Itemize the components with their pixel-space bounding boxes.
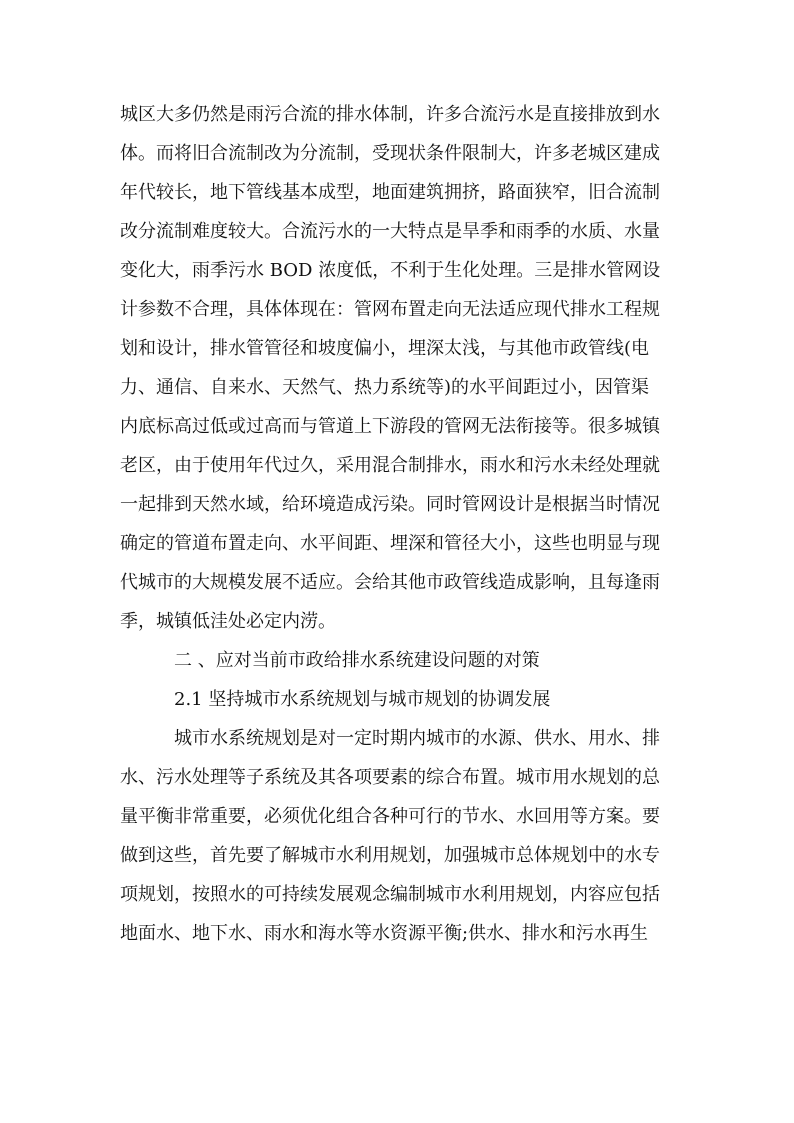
paragraph-line: 体。而将旧合流制改为分流制，受现状条件限制大，许多老城区建成 — [120, 143, 660, 164]
paragraph-line: 水、污水处理等子系统及其各项要素的综合布置。城市用水规划的总 — [120, 767, 660, 788]
paragraph-line: 变化大，雨季污水 BOD 浓度低，不利于生化处理。三是排水管网设 — [120, 260, 661, 281]
paragraph-line: 确定的管道布置走向、水平间距、埋深和管径大小，这些也明显与现 — [120, 533, 660, 554]
paragraph-line: 做到这些，首先要了解城市水利用规划，加强城市总体规划中的水专 — [120, 845, 660, 866]
paragraph-line: 改分流制难度较大。合流污水的一大特点是旱季和雨季的水质、水量 — [120, 221, 660, 242]
paragraph-line: 代城市的大规模发展不适应。会给其他市政管线造成影响，且每逢雨 — [120, 572, 660, 593]
paragraph-line: 计参数不合理，具体体现在：管网布置走向无法适应现代排水工程规 — [120, 299, 660, 320]
paragraph-line: 量平衡非常重要，必须优化组合各种可行的节水、水回用等方案。要 — [120, 806, 660, 827]
paragraph-line: 项规划，按照水的可持续发展观念编制城市水利用规划，内容应包括 — [120, 884, 660, 905]
paragraph-line: 力、通信、自来水、天然气、热力系统等)的水平间距过小，因管渠 — [120, 377, 650, 398]
paragraph-line: 一起排到天然水域，给环境造成污染。同时管网设计是根据当时情况 — [120, 494, 660, 515]
paragraph-line: 年代较长，地下管线基本成型，地面建筑拥挤，路面狭窄，旧合流制 — [120, 182, 660, 203]
paragraph-line: 地面水、地下水、雨水和海水等水资源平衡;供水、排水和污水再生 — [120, 923, 649, 944]
subsection-heading: 2.1 坚持城市水系统规划与城市规划的协调发展 — [174, 689, 551, 710]
paragraph-line: 划和设计，排水管管径和坡度偏小，埋深太浅，与其他市政管线(电 — [120, 338, 650, 359]
paragraph-line: 季，城镇低洼处必定内涝。 — [120, 611, 336, 632]
paragraph-line: 城市水系统规划是对一定时期内城市的水源、供水、用水、排 — [174, 728, 660, 749]
paragraph-line: 老区，由于使用年代过久，采用混合制排水，雨水和污水未经处理就 — [120, 455, 660, 476]
paragraph-line: 城区大多仍然是雨污合流的排水体制，许多合流污水是直接排放到水 — [120, 104, 660, 125]
paragraph-line: 内底标高过低或过高而与管道上下游段的管网无法衔接等。很多城镇 — [120, 416, 660, 437]
section-heading: 二 、应对当前市政给排水系统建设问题的对策 — [174, 650, 540, 671]
